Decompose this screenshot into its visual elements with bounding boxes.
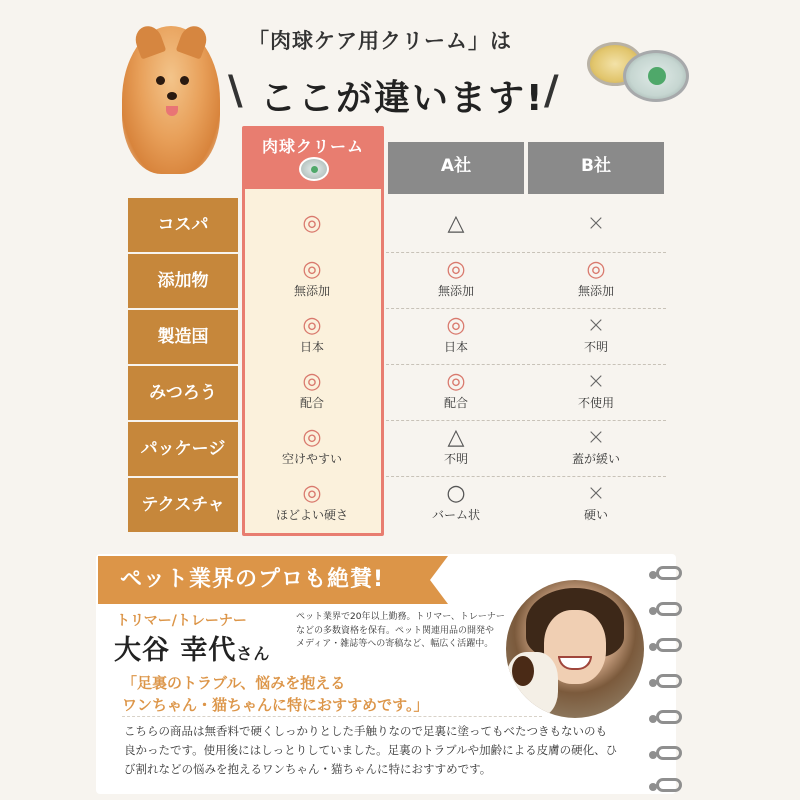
table-cell [388, 366, 524, 420]
header [0, 0, 800, 128]
cell-text: 不使用 [577, 396, 614, 410]
testimonial-quote [122, 672, 428, 716]
cell-text: 蓋が緩い [571, 452, 620, 466]
row-divider [386, 420, 666, 421]
table-cell [244, 198, 380, 252]
binder-ring-icon [656, 778, 682, 792]
table-row [128, 422, 682, 476]
table-row [128, 198, 682, 252]
column-header-a: A社 [388, 142, 524, 194]
double-circle-icon: ◎ [302, 313, 322, 338]
table-cell [528, 478, 664, 532]
headline [226, 64, 566, 118]
comparison-table [128, 126, 682, 536]
expert-bio [296, 611, 508, 652]
cross-icon: × [586, 481, 606, 506]
banner-tail [430, 556, 448, 604]
table-cell [388, 478, 524, 532]
double-circle-icon: ◎ [586, 257, 606, 282]
cross-icon: × [586, 313, 606, 338]
row-label: テクスチャ [128, 478, 238, 532]
body-line: 良かったです。使用後にはしっとりしていました。足裏のトラブルや加齢による皮膚の硬化、ひ [124, 743, 618, 757]
header-subtitle: 「肉球ケア用クリーム」は [248, 29, 512, 53]
cell-text: ほどよい硬さ [275, 508, 348, 522]
table-row [128, 366, 682, 420]
cross-icon: × [586, 425, 606, 450]
table-cell [244, 366, 380, 420]
cell-text: 日本 [443, 340, 468, 354]
double-circle-icon: ◎ [446, 369, 466, 394]
binder-ring-icon [656, 638, 682, 652]
row-label: 製造国 [128, 310, 238, 364]
binder-ring-icon [656, 602, 682, 616]
table-cell [388, 254, 524, 308]
body-line: び割れなどの悩みを抱えるワンちゃん・猫ちゃんに特におすすめです。 [124, 762, 492, 776]
expert-avatar [506, 580, 644, 718]
expert-honorific: さん [236, 644, 271, 663]
cell-text: 無添加 [293, 284, 330, 298]
bio-line: メディア・雑誌等への寄稿など、幅広く活躍中。 [296, 639, 494, 649]
row-label: パッケージ [128, 422, 238, 476]
double-circle-icon: ◎ [302, 369, 322, 394]
product-tin-icon [299, 157, 329, 181]
slash-left: \ [228, 68, 243, 114]
table-cell [388, 422, 524, 476]
cell-text: 配合 [443, 396, 468, 410]
cell-text: 日本 [299, 340, 324, 354]
bio-line: ペット業界で20年以上勤務。トリマー、トレーナー [296, 612, 505, 622]
cell-text: 空けやすい [281, 452, 342, 466]
row-divider [386, 252, 666, 253]
table-cell [528, 422, 664, 476]
puppy-photo [506, 652, 558, 718]
double-circle-icon: ◎ [446, 257, 466, 282]
slash-right: / [544, 68, 559, 114]
paw-icon [648, 67, 666, 85]
double-circle-icon: ◎ [446, 313, 466, 338]
testimonial-body [124, 722, 664, 779]
triangle-icon: △ [447, 425, 465, 450]
double-circle-icon: ◎ [302, 211, 322, 236]
row-divider [386, 364, 666, 365]
table-cell [528, 366, 664, 420]
triangle-icon: △ [447, 211, 465, 236]
table-row [128, 254, 682, 308]
binder-ring-icon [656, 746, 682, 760]
column-header-product [245, 129, 381, 189]
double-circle-icon: ◎ [302, 425, 322, 450]
cream-tin-photo [583, 40, 693, 102]
table-cell [528, 310, 664, 364]
row-divider [386, 308, 666, 309]
quote-line: 「足裏のトラブル、悩みを抱える [122, 674, 346, 692]
cross-icon: × [586, 369, 606, 394]
table-row [128, 310, 682, 364]
table-cell [244, 422, 380, 476]
double-circle-icon: ◎ [302, 257, 322, 282]
cell-text: 配合 [299, 396, 324, 410]
table-cell [528, 198, 664, 252]
table-cell [388, 198, 524, 252]
row-label: みつろう [128, 366, 238, 420]
cross-icon: × [586, 211, 606, 236]
table-cell [528, 254, 664, 308]
table-cell [388, 310, 524, 364]
binder-ring-icon [656, 710, 682, 724]
binder-ring-icon [656, 566, 682, 580]
quote-line: ワンちゃん・猫ちゃんに特におすすめです。」 [122, 696, 429, 714]
circle-icon: ○ [446, 481, 466, 506]
binder-ring-icon [656, 674, 682, 688]
cell-text: 無添加 [577, 284, 614, 298]
bio-line: などの多数資格を保有。ペット関連用品の開発や [296, 625, 495, 636]
body-line: こちらの商品は無香料で硬くしっかりとした手触りなので足裏に塗ってもべたつきもないのも [124, 724, 607, 738]
table-cell [244, 310, 380, 364]
expert-name [114, 628, 270, 667]
table-cell [244, 254, 380, 308]
headline-text: ここが違います! [260, 78, 545, 119]
testimonial-banner: ペット業界のプロも絶賛! [98, 556, 430, 604]
table-cell [244, 478, 380, 532]
cell-text: 無添加 [437, 284, 474, 298]
column-header-b: B社 [528, 142, 664, 194]
row-divider [386, 476, 666, 477]
double-circle-icon: ◎ [302, 481, 322, 506]
cell-text: 硬い [583, 508, 608, 522]
cell-text: 不明 [583, 340, 608, 354]
expert-name-text: 大谷 幸代 [114, 635, 237, 666]
row-label: コスパ [128, 198, 238, 252]
dashed-divider [122, 716, 542, 717]
expert-role: トリマー/トレーナー [116, 613, 247, 629]
cell-text: 不明 [443, 452, 468, 466]
cell-text: バーム状 [431, 508, 480, 522]
row-label: 添加物 [128, 254, 238, 308]
column-header-product-label: 肉球クリーム [261, 137, 364, 156]
table-row [128, 478, 682, 532]
